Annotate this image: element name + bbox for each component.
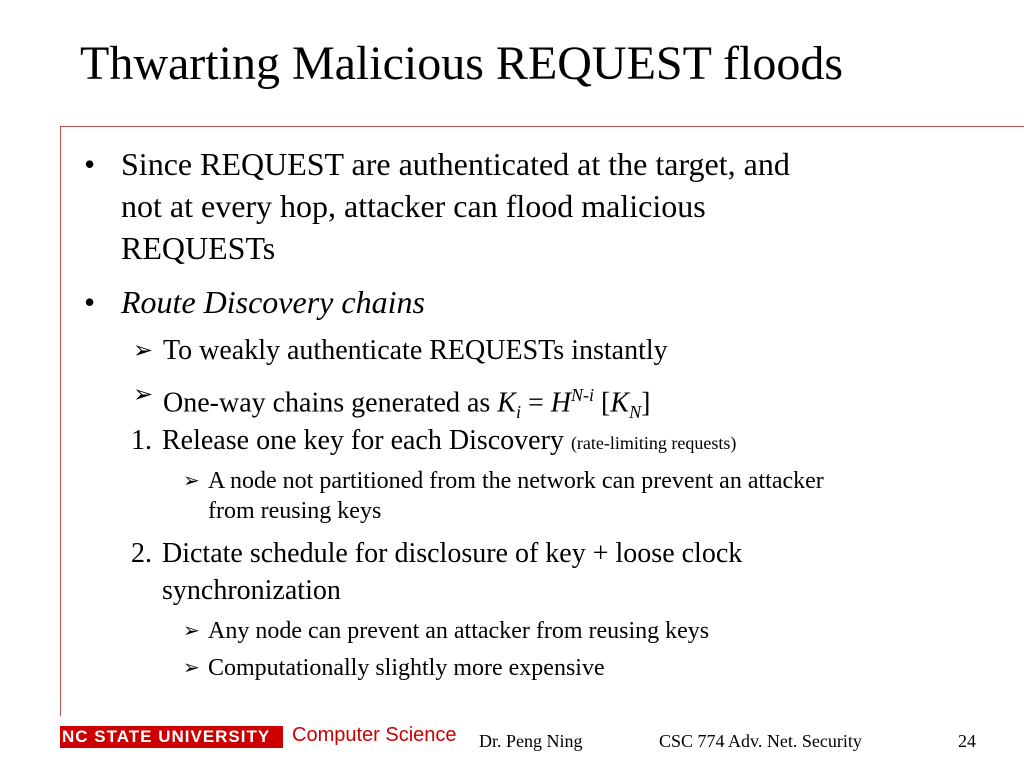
slide-title: Thwarting Malicious REQUEST floods — [80, 37, 844, 90]
numbered-text-line: synchronization — [162, 575, 341, 606]
arrow-bullet-icon: ➢ — [183, 657, 200, 679]
item-number: 2. — [131, 538, 152, 569]
arrow-bullet-icon: ➢ — [133, 382, 154, 408]
numbered-text-line: Dictate schedule for disclosure of key + loose clock — [162, 538, 743, 569]
formula-h-superscript: N-i — [571, 385, 595, 405]
page-number: 24 — [958, 731, 976, 751]
arrow-bullet-icon: ➢ — [183, 470, 200, 492]
bullet-text-line: Since REQUEST are authenticated at the target, and — [121, 146, 790, 182]
numbered-text-main: Release one key for each Discovery — [162, 425, 571, 456]
bullet-text-line: not at every hop, attacker can flood malicious — [121, 188, 706, 224]
formula-kn-subscript: N — [629, 401, 642, 422]
sub-bullet-formula — [163, 377, 650, 430]
numbered-text — [162, 423, 736, 461]
arrow-bullet-icon: ➢ — [133, 338, 154, 364]
item-number: 1. — [131, 425, 152, 456]
sub-sub-bullet-line: A node not partitioned from the network can prevent an attacker — [208, 468, 824, 494]
department-name: Computer Science — [292, 724, 457, 746]
bullet-text: Route Discovery chains — [121, 284, 425, 320]
title-divider — [60, 126, 1024, 127]
formula-prefix: One-way chains generated as — [163, 387, 498, 419]
sub-bullet-text: To weakly authenticate REQUESTs instantly — [163, 335, 668, 366]
left-divider — [60, 126, 61, 716]
formula-k: K — [497, 387, 516, 419]
bullet-text-line: REQUESTs — [121, 230, 276, 266]
nc-state-logo: NC STATE UNIVERSITY — [60, 726, 283, 748]
sub-sub-bullet-text: Computationally slightly more expensive — [208, 655, 605, 681]
formula-close-bracket: ] — [641, 387, 651, 419]
formula-k-subscript: i — [515, 401, 521, 422]
sub-sub-bullet-line: from reusing keys — [208, 498, 382, 524]
footer-author: Dr. Peng Ning — [479, 731, 583, 751]
footer-course: CSC 774 Adv. Net. Security — [659, 731, 862, 751]
formula-equals: = — [521, 387, 551, 419]
formula-kn: K — [610, 387, 630, 419]
bullet-marker: • — [84, 146, 96, 182]
bullet-marker: • — [84, 284, 96, 320]
formula-h: H — [550, 387, 572, 419]
numbered-text-note: (rate-limiting requests) — [570, 433, 737, 453]
arrow-bullet-icon: ➢ — [183, 620, 200, 642]
formula-open-bracket: [ — [594, 387, 611, 419]
sub-sub-bullet-text: Any node can prevent an attacker from reusing keys — [208, 618, 710, 644]
